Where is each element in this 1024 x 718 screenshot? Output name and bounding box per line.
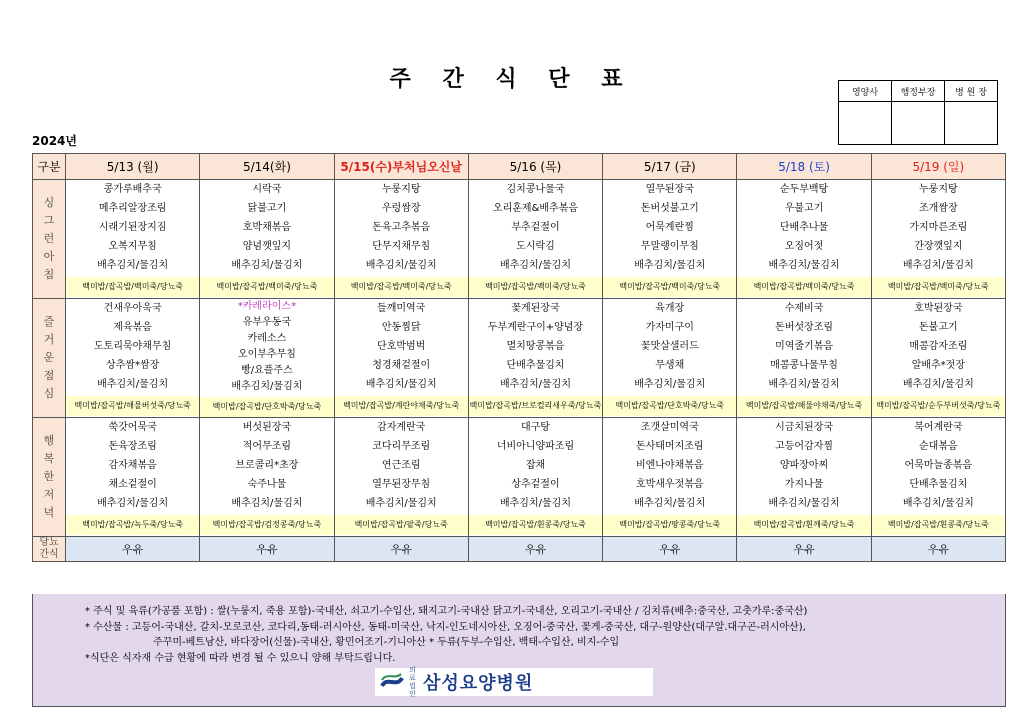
dish-item: 오리훈제&배추볶음	[492, 203, 579, 214]
dish-item: 배추김치/물김치	[499, 498, 571, 509]
substitute-meal: 백미밥/잡곡밥/단호박죽/당뇨죽	[200, 397, 333, 417]
origin-note-seafood-cont: 주꾸미-베트남산, 바다장어(신물)-국내산, 황민어조기-기니아산 * 두류(두부-수입산, 백태-수입산, 비지-수입	[153, 637, 620, 648]
hospital-logo-icon	[379, 672, 405, 692]
dish-item: 호박채볶음	[242, 222, 292, 233]
menu-cell	[871, 180, 1005, 299]
dish-item: 콩가루배추국	[103, 184, 162, 195]
dish-item: 배추김치/물김치	[902, 260, 974, 271]
dish-item: 채소겉절이	[108, 479, 157, 490]
dish-item: 배추김치/물김치	[231, 498, 303, 509]
dish-item: 배추김치/물김치	[365, 260, 437, 271]
dish-item: 육개장	[655, 303, 685, 314]
menu-cell	[468, 299, 602, 418]
dish-item: 배추김치/물김치	[634, 260, 706, 271]
substitute-meal: 백미밥/잡곡밥/단호박죽/당뇨죽	[603, 396, 736, 416]
dish-item: 꽃게된장국	[511, 303, 560, 314]
dish-item: 멸치땅콩볶음	[506, 341, 565, 352]
substitute-meal: 백미밥/잡곡밥/브로컬리새우죽/당뇨죽	[469, 396, 602, 416]
substitute-meal: 백미밥/잡곡밥/팥죽/당뇨죽	[335, 515, 468, 535]
dish-item: 간장깻잎지	[914, 241, 963, 252]
dish-item: 닭불고기	[247, 203, 287, 214]
dish-item: 무말랭이무침	[640, 241, 699, 252]
dish-item: 미역줄기볶음	[775, 341, 834, 352]
dish-item: 배추김치/물김치	[365, 498, 437, 509]
menu-cell	[334, 180, 468, 299]
dish-item: 누룽지탕	[919, 184, 958, 195]
dish-item: 호박된장국	[914, 303, 963, 314]
substitute-meal: 백미밥/잡곡밥/백미죽/당뇨죽	[737, 277, 870, 297]
dish-item: 배추김치/물김치	[768, 260, 840, 271]
dish-item: 유부우동국	[242, 317, 292, 328]
snack-item: 우유	[66, 537, 200, 562]
dish-item: 배추김치/물김치	[499, 260, 571, 271]
dish-item: 단호박범벅	[377, 341, 426, 352]
snack-item: 우유	[603, 537, 737, 562]
dish-item: 양념깻잎지	[242, 241, 292, 252]
dish-item: 코다리무조림	[372, 441, 431, 452]
meal-label: 싱 그 런 아 침	[33, 180, 66, 299]
logo-prefix: 의료법인	[409, 666, 416, 698]
meal-label: 행 복 한 저 녁	[33, 418, 66, 537]
dish-item: 대구탕	[520, 422, 550, 433]
dish-item: 가지마른조림	[909, 222, 968, 233]
dish-item: 상추쌈*쌈장	[105, 360, 160, 371]
dish-item: 비엔나야채볶음	[635, 460, 704, 471]
dish-item: 양파장아찌	[779, 460, 829, 471]
dish-item: 돈불고기	[919, 322, 958, 333]
dish-item: 배추김치/물김치	[902, 379, 974, 390]
substitute-meal: 백미밥/잡곡밥/해물버섯죽/당뇨죽	[66, 396, 199, 416]
dish-item: 두부계란구이+양념장	[487, 322, 584, 333]
substitute-meal: 백미밥/잡곡밥/녹두죽/당뇨죽	[66, 515, 199, 535]
weekly-menu-table	[32, 153, 1006, 562]
year-label: 2024년	[32, 134, 77, 148]
dish-item: 쑥갓어묵국	[108, 422, 157, 433]
dish-item: 브로콜리*초장	[235, 460, 299, 471]
approval-hospital-director: 병 원 장	[945, 81, 998, 102]
dish-item: 돈버섯장조림	[775, 322, 834, 333]
page-title: 주 간 식 단 표	[389, 67, 635, 92]
dish-item: 순두부백탕	[779, 184, 829, 195]
signature-cell	[892, 102, 945, 145]
dish-item: 시락국	[252, 184, 282, 195]
dish-item: 빵/요플주스	[241, 365, 293, 376]
origin-note-main: * 주식 및 육류(가공품 포함) : 쌀(누룽지, 죽용 포함)-국내산, 쇠고기-수입산, 돼지고기-국내산 닭고기-국내산, 오리고기-국내산 / 김치류(배추:중국산, 고춧가루:중국산)	[85, 606, 808, 617]
dish-item: 숙주나물	[247, 479, 287, 490]
approval-admin-director: 행정부장	[892, 81, 945, 102]
dish-item: 감자채볶음	[108, 460, 157, 471]
dish-item: 배추김치/물김치	[499, 379, 571, 390]
dish-item: 우불고기	[784, 203, 824, 214]
day-header: 5/17 (금)	[603, 154, 737, 180]
dish-item: 어묵계란찜	[645, 222, 694, 233]
dish-item: 가자미구이	[645, 322, 694, 333]
menu-cell	[200, 180, 334, 299]
dish-item: 배추김치/물김치	[231, 260, 303, 271]
dish-item: 시금치된장국	[775, 422, 834, 433]
substitute-meal: 백미밥/잡곡밥/백미죽/당뇨죽	[603, 277, 736, 297]
dish-item: 알배추*젓장	[911, 360, 965, 371]
substitute-meal: 백미밥/잡곡밥/흰콩죽/당뇨죽	[872, 515, 1005, 535]
signature-cell	[839, 102, 892, 145]
menu-cell	[200, 418, 334, 537]
menu-cell	[66, 418, 200, 537]
substitute-meal: 백미밥/잡곡밥/해물야채죽/당뇨죽	[737, 396, 870, 416]
signature-cell	[945, 102, 998, 145]
dish-item: 조개쌈장	[919, 203, 958, 214]
dish-item: 가지나물	[784, 479, 824, 490]
menu-cell	[468, 418, 602, 537]
day-header: 5/18 (토)	[737, 154, 871, 180]
day-header: 5/13 (월)	[66, 154, 200, 180]
dish-item: 도토리묵야채무침	[94, 341, 172, 352]
dish-item: 도시락김	[516, 241, 555, 252]
dish-item: 시래기된장지짐	[98, 222, 167, 233]
dish-item: 오징어젓	[784, 241, 824, 252]
dish-item: 배추김치/물김치	[97, 498, 169, 509]
dish-item: 매콤감자조림	[909, 341, 968, 352]
dish-item: 상추겉절이	[511, 479, 560, 490]
dish-item: 단배추물김치	[909, 479, 968, 490]
menu-cell	[334, 299, 468, 418]
dish-item: 북어계란국	[914, 422, 963, 433]
substitute-meal: 백미밥/잡곡밥/흰콩죽/당뇨죽	[469, 515, 602, 535]
dish-item: 오이부추무침	[237, 349, 296, 360]
menu-cell	[603, 299, 737, 418]
dish-item: 배추김치/물김치	[768, 498, 840, 509]
dish-item: 돈버섯불고기	[640, 203, 699, 214]
dish-item: 메추리알장조림	[98, 203, 167, 214]
dish-item: 제육볶음	[113, 322, 152, 333]
substitute-meal: 백미밥/잡곡밥/땅콩죽/당뇨죽	[603, 515, 736, 535]
dish-item: 단배추물김치	[506, 360, 565, 371]
dish-item: 단배추나물	[779, 222, 829, 233]
meal-label: 즐 거 운 점 심	[33, 299, 66, 418]
dish-item: 열무된장무침	[372, 479, 431, 490]
dish-item: 배추김치/물김치	[97, 260, 169, 271]
dish-item: 돈육고추볶음	[372, 222, 431, 233]
dish-item: 배추김치/물김치	[634, 498, 706, 509]
menu-cell	[334, 418, 468, 537]
dish-item: 부추겉절이	[511, 222, 560, 233]
snack-item: 우유	[871, 537, 1005, 562]
dish-item: 돈사태머지조림	[635, 441, 704, 452]
dish-item: 어묵마늘종볶음	[904, 460, 973, 471]
menu-cell	[66, 299, 200, 418]
hospital-logo	[375, 668, 653, 696]
dish-item: 배추김치/물김치	[768, 379, 840, 390]
dish-item: 배추김치/물김치	[634, 379, 706, 390]
dish-item: 배추김치/물김치	[902, 498, 974, 509]
dish-item: 우렁쌈장	[381, 203, 421, 214]
dish-item: 단무지채무침	[372, 241, 431, 252]
dish-item: 청경채겉절이	[372, 360, 431, 371]
dish-item: 버섯된장국	[242, 422, 292, 433]
menu-cell	[737, 299, 871, 418]
dish-item: 적어무조림	[242, 441, 292, 452]
dish-item: 조갯살미역국	[640, 422, 699, 433]
substitute-meal: 백미밥/잡곡밥/백미죽/당뇨죽	[469, 277, 602, 297]
approval-dietitian: 영양사	[839, 81, 892, 102]
dish-item: 안동찜닭	[381, 322, 421, 333]
dish-item: 누룽지탕	[381, 184, 421, 195]
approval-box	[838, 80, 998, 145]
logo-name: 삼성요양병원	[423, 673, 534, 694]
substitute-meal: 백미밥/잡곡밥/백미죽/당뇨죽	[872, 277, 1005, 297]
substitute-meal: 백미밥/잡곡밥/검정콩죽/당뇨죽	[200, 515, 333, 535]
substitute-meal: 백미밥/잡곡밥/백미죽/당뇨죽	[335, 277, 468, 297]
substitute-meal: 백미밥/잡곡밥/백미죽/당뇨죽	[66, 277, 199, 297]
menu-cell	[603, 180, 737, 299]
snack-label: 당뇨 간식	[33, 537, 66, 562]
menu-cell	[737, 418, 871, 537]
dish-item: 오복지무침	[108, 241, 157, 252]
menu-change-note: *식단은 식자재 수급 현황에 따라 변경 될 수 있으니 양해 부탁드립니다.	[85, 653, 396, 664]
dish-item: 무생채	[655, 360, 685, 371]
snack-item: 우유	[737, 537, 871, 562]
dish-item: 배추김치/물김치	[97, 379, 169, 390]
origin-note-seafood: * 수산물 : 고등어-국내산, 갈치-모로코산, 코다리,동태-러시아산, 동태-미국산, 낙지-인도네시아산, 오징어-중국산, 꽃게-중국산, 대구-원양산(대구알.대구곤-러시아산),	[85, 622, 806, 633]
dish-item: 너비아니양파조림	[496, 441, 575, 452]
snack-item: 우유	[334, 537, 468, 562]
snack-item: 우유	[468, 537, 602, 562]
day-header: 5/14(화)	[200, 154, 334, 180]
dish-item: 꽃맛살샐러드	[640, 341, 699, 352]
menu-cell	[871, 418, 1005, 537]
dish-item: 연근조림	[381, 460, 421, 471]
day-header: 5/15(수)부처님오신날	[334, 154, 468, 180]
menu-cell	[66, 180, 200, 299]
substitute-meal: 백미밥/잡곡밥/계란야채죽/당뇨죽	[335, 396, 468, 416]
dish-item: 고등어감자찜	[775, 441, 834, 452]
dish-item: 들깨미역국	[377, 303, 426, 314]
dish-item: 돈육장조림	[108, 441, 157, 452]
day-header: 5/16 (목)	[468, 154, 602, 180]
snack-item: 우유	[200, 537, 334, 562]
menu-cell	[737, 180, 871, 299]
header-label: 구분	[33, 154, 66, 180]
dish-item: 순대볶음	[919, 441, 958, 452]
dish-item: 감자계란국	[377, 422, 426, 433]
substitute-meal: 백미밥/잡곡밥/순두부버섯죽/당뇨죽	[872, 396, 1005, 416]
dish-item: 김치콩나물국	[506, 184, 565, 195]
dish-item: 카레소스	[247, 333, 287, 344]
dish-item: 배추김치/물김치	[365, 379, 437, 390]
menu-cell	[200, 299, 334, 418]
day-header: 5/19 (일)	[871, 154, 1005, 180]
dish-item: 수제비국	[784, 303, 824, 314]
dish-item: 배추김치/물김치	[231, 381, 303, 392]
menu-cell	[603, 418, 737, 537]
dish-item: 열무된장국	[645, 184, 694, 195]
dish-item: 건새우아욱국	[103, 303, 162, 314]
notes-panel	[32, 594, 1006, 707]
substitute-meal: 백미밥/잡곡밥/흰깨죽/당뇨죽	[737, 515, 870, 535]
menu-cell	[871, 299, 1005, 418]
dish-item: 잡채	[525, 460, 546, 471]
dish-item: *카레라이스*	[237, 301, 297, 312]
dish-item: 매콤콩나물무침	[770, 360, 838, 371]
substitute-meal: 백미밥/잡곡밥/백미죽/당뇨죽	[200, 277, 333, 297]
menu-cell	[468, 180, 602, 299]
dish-item: 호박새우젓볶음	[635, 479, 704, 490]
